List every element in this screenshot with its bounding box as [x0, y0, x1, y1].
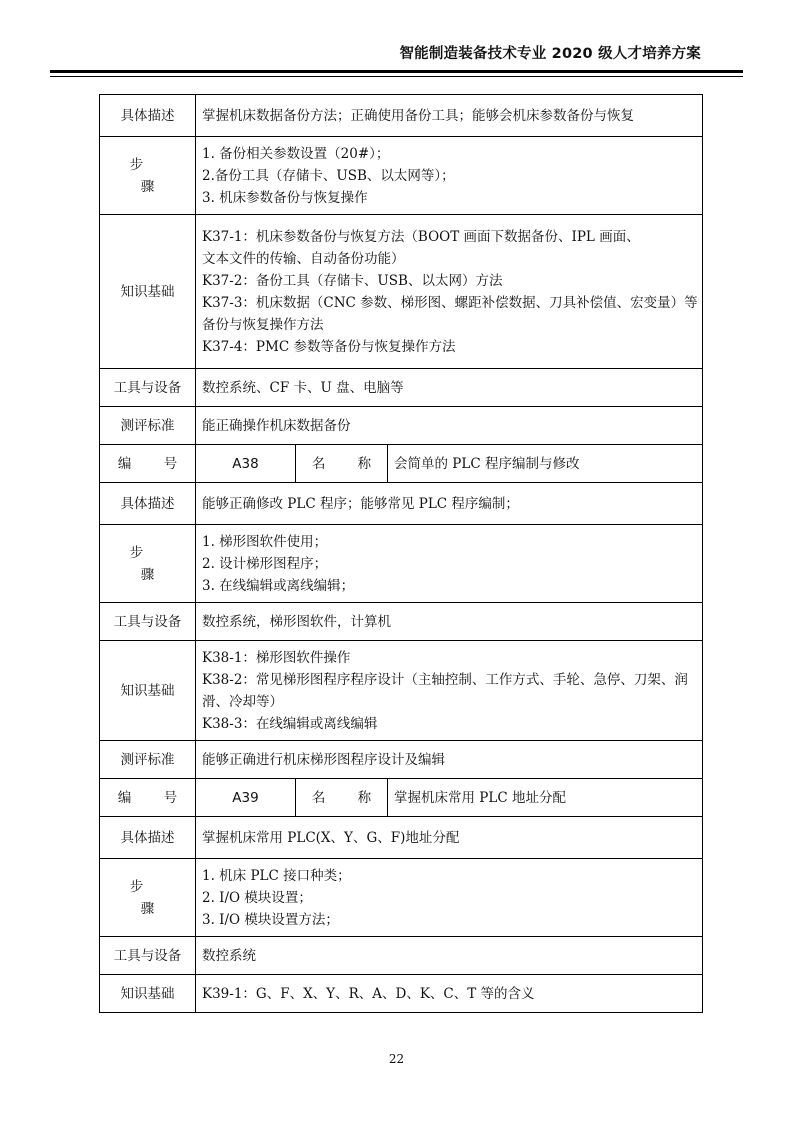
list-item: 3. I/O 模块设置方法； [202, 911, 339, 928]
description-label: 具体描述 [100, 817, 196, 859]
a38-steps-row [100, 525, 703, 603]
a37-tools: 数控系统、CF 卡、U 盘、电脑等 [196, 369, 703, 407]
steps-label: 步 骤 [100, 859, 196, 937]
a38-knowledge [196, 641, 703, 741]
a37-knowledge-row [100, 215, 703, 369]
a39-tools: 数控系统 [196, 937, 703, 975]
tools-label: 工具与设备 [100, 937, 196, 975]
criteria-label: 测评标准 [100, 741, 196, 779]
tools-label: 工具与设备 [100, 603, 196, 641]
knowledge-label: 知识基础 [100, 215, 196, 369]
a38-code: A38 [196, 445, 296, 483]
a38-criteria: 能够正确进行机床梯形图程序设计及编辑 [196, 741, 703, 779]
a39-tools-row [100, 937, 703, 975]
a37-steps [196, 137, 703, 215]
list-item: 备份与恢复操作方法 [202, 316, 324, 333]
header-rule-thin [50, 76, 743, 77]
criteria-label: 测评标准 [100, 407, 196, 445]
a39-knowledge-row [100, 975, 703, 1013]
a39-description-row [100, 817, 703, 859]
list-item: 文本文件的传输、自动备份功能） [202, 250, 405, 267]
knowledge-label: 知识基础 [100, 975, 196, 1013]
description-label: 具体描述 [100, 95, 196, 137]
list-item: 滑、冷却等） [202, 693, 283, 710]
a39-name: 掌握机床常用 PLC 地址分配 [388, 779, 703, 817]
list-item: 3. 在线编辑或离线编辑； [202, 577, 355, 594]
a37-criteria: 能正确操作机床数据备份 [196, 407, 703, 445]
a39-code: A39 [196, 779, 296, 817]
a38-header-row [100, 445, 703, 483]
a38-criteria-row [100, 741, 703, 779]
a38-steps [196, 525, 703, 603]
knowledge-label: 知识基础 [100, 641, 196, 741]
steps-label: 步 骤 [100, 137, 196, 215]
name-label: 名 称 [296, 779, 388, 817]
tools-label: 工具与设备 [100, 369, 196, 407]
list-item: 3. 机床参数备份与恢复操作 [202, 189, 368, 206]
list-item: K37-3：机床数据（CNC 参数、梯形图、螺距补偿数据、刀具补偿值、宏变量）等 [202, 294, 698, 311]
list-item: 1. 机床 PLC 接口种类； [202, 867, 351, 884]
number-label: 编 号 [100, 779, 196, 817]
a39-steps [196, 859, 703, 937]
a39-knowledge: K39-1：G、F、X、Y、R、A、D、K、C、T 等的含义 [196, 975, 703, 1013]
steps-label: 步 骤 [100, 525, 196, 603]
description-label: 具体描述 [100, 483, 196, 525]
list-item: 2. 设计梯形图程序； [202, 555, 328, 572]
list-item: 2.备份工具（存储卡、USB、以太网等）； [202, 167, 455, 184]
a38-name: 会简单的 PLC 程序编制与修改 [388, 445, 703, 483]
list-item: K37-1：机床参数备份与恢复方法（BOOT 画面下数据备份、IPL 画面、 [202, 228, 640, 245]
a39-description: 掌握机床常用 PLC(X、Y、G、F)地址分配 [196, 817, 703, 859]
list-item: 2. I/O 模块设置； [202, 889, 312, 906]
a38-tools-row [100, 603, 703, 641]
list-item: 1. 梯形图软件使用； [202, 533, 328, 550]
list-item: K37-2：备份工具（存储卡、USB、以太网）方法 [202, 272, 503, 289]
name-label: 名 称 [296, 445, 388, 483]
list-item: K38-1：梯形图软件操作 [202, 649, 351, 666]
a37-tools-row [100, 369, 703, 407]
page-number: 22 [388, 1052, 405, 1066]
a38-knowledge-row [100, 641, 703, 741]
a39-steps-row [100, 859, 703, 937]
a37-description: 掌握机床数据备份方法；正确使用备份工具；能够会机床参数备份与恢复 [196, 95, 703, 137]
a38-description-row [100, 483, 703, 525]
a37-description-row [100, 95, 703, 137]
a37-steps-row [100, 137, 703, 215]
number-label: 编 号 [100, 445, 196, 483]
header-rule-thick [50, 70, 743, 73]
a39-header-row [100, 779, 703, 817]
list-item: K37-4：PMC 参数等备份与恢复操作方法 [202, 338, 456, 355]
skills-spec-table [99, 94, 703, 1013]
a38-description: 能够正确修改 PLC 程序；能够常见 PLC 程序编制； [196, 483, 703, 525]
list-item: 1. 备份相关参数设置（20#）； [202, 145, 390, 162]
a37-criteria-row [100, 407, 703, 445]
list-item: K38-3：在线编辑或离线编辑 [202, 715, 378, 732]
page-header-title: 智能制造装备技术专业 2020 级人才培养方案 [399, 46, 701, 62]
a37-knowledge [196, 215, 703, 369]
list-item: K38-2：常见梯形图程序程序设计（主轴控制、工作方式、手轮、急停、刀架、润 [202, 671, 688, 688]
a38-tools: 数控系统，梯形图软件，计算机 [196, 603, 703, 641]
